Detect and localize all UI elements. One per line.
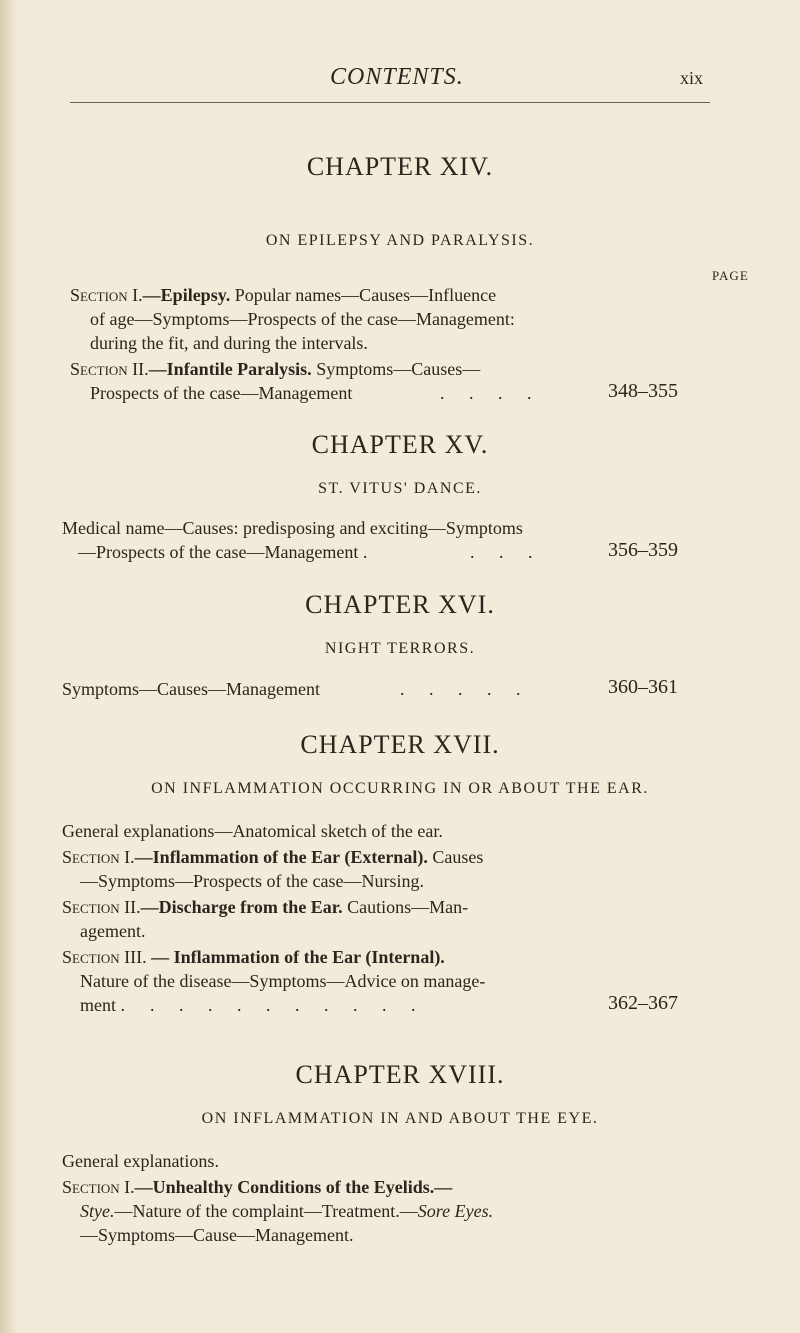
- ch16-line-1: Symptoms—Causes—Management: [62, 679, 320, 699]
- ch18-section-1-name: —Unhealthy Conditions of the Eyelids.—: [134, 1177, 453, 1197]
- ch18-section-1-line-2: [80, 1200, 493, 1222]
- chapter-xiv-subtitle: ON EPILEPSY AND PARALYSIS.: [265, 232, 535, 249]
- header-rule: [70, 102, 710, 103]
- ch17-section-2-text: Cautions—Man-: [342, 897, 469, 917]
- running-head: [0, 64, 800, 94]
- ch16-page-range: 360–361: [608, 676, 678, 698]
- ch18-general: General explanations.: [62, 1151, 219, 1171]
- ch17-general: General explanations—Anatomical sketch of the ear.: [62, 821, 443, 841]
- ch14-section-1-line-1: [70, 284, 496, 306]
- chapter-xvi-subtitle: NIGHT TERRORS.: [324, 640, 476, 657]
- ch14-leader-dots: . . . .: [440, 383, 542, 403]
- ch14-section-2-text: Symptoms—Causes—: [311, 359, 481, 379]
- ch17-section-3-line-3: ment .: [80, 995, 125, 1015]
- ch17-section-1-line-1: [62, 846, 483, 868]
- ch17-section-3-label: Section III.: [62, 947, 147, 967]
- ch14-section-2-line-2: [90, 382, 352, 404]
- ch17-leader-dots: . . . . . . . . . .: [150, 995, 426, 1015]
- chapter-xviii-subtitle: ON INFLAMMATION IN AND ABOUT THE EYE.: [201, 1110, 599, 1127]
- ch17-section-1-name: —Inflammation of the Ear (External).: [134, 847, 428, 867]
- ch14-section-2-text-2: Prospects of the case—Management: [90, 383, 353, 403]
- ch14-section-2-name: —Infantile Paralysis.: [148, 359, 312, 379]
- chapter-xv-subtitle: ST. VITUS' DANCE.: [318, 480, 482, 497]
- ch14-section-2-line-1: [70, 358, 480, 380]
- ch14-section-1-text: Popular names—Causes—Influence: [230, 285, 497, 305]
- page-folio: xix: [680, 68, 704, 88]
- chapter-xvi-title: CHAPTER XVI.: [305, 590, 495, 619]
- ch18-section-1-line-3: —Symptoms—Cause—Management.: [80, 1225, 354, 1245]
- ch17-section-3-line-2: Nature of the disease—Symptoms—Advice on manage-: [80, 971, 486, 991]
- chapter-xviii-title: CHAPTER XVIII.: [295, 1060, 505, 1089]
- ch17-section-2-line-2: agement.: [80, 921, 146, 941]
- ch17-section-2-label: Section II.: [62, 897, 141, 917]
- ch17-section-1-line-2: —Symptoms—Prospects of the case—Nursing.: [80, 871, 424, 891]
- ch18-stye: Stye.: [80, 1201, 115, 1221]
- chapter-xvii-title: CHAPTER XVII.: [300, 730, 500, 759]
- ch17-section-3-line-1: [62, 946, 445, 968]
- ch15-leader-dots: . . .: [470, 542, 543, 562]
- ch15-page-range: 356–359: [608, 539, 678, 561]
- page-gutter-shadow: [0, 0, 18, 1333]
- ch14-section-1-label: Section I.: [70, 285, 143, 305]
- ch14-section-1-name: —Epilepsy.: [142, 285, 231, 305]
- ch17-section-2-line-1: [62, 896, 468, 918]
- ch15-line-1: Medical name—Causes: predisposing and exciting—Symptoms: [62, 518, 523, 538]
- chapter-xv-title: CHAPTER XV.: [311, 430, 489, 459]
- ch18-section-1-label: Section I.: [62, 1177, 135, 1197]
- ch18-sore-eyes: Sore Eyes.: [417, 1201, 494, 1221]
- ch14-section-2-label: Section II.: [70, 359, 149, 379]
- chapter-xvii-subtitle: ON INFLAMMATION OCCURRING IN OR ABOUT THE EAR.: [151, 780, 649, 797]
- ch16-leader-dots: . . . . .: [400, 679, 531, 699]
- ch14-section-1-line-2: of age—Symptoms—Prospects of the case—Management:: [90, 309, 515, 329]
- page-column-label: PAGE: [712, 268, 749, 283]
- ch17-section-1-text: Causes: [427, 847, 484, 867]
- ch18-section-1-line-1: [62, 1176, 452, 1198]
- ch15-line-2: —Prospects of the case—Management .: [78, 542, 368, 562]
- ch17-section-2-name: —Discharge from the Ear.: [140, 897, 343, 917]
- running-title: CONTENTS.: [330, 64, 464, 90]
- ch17-page-range: 362–367: [608, 992, 678, 1014]
- ch17-section-3-name: — Inflammation of the Ear (Internal).: [146, 947, 445, 967]
- ch14-section-1-line-3: during the fit, and during the intervals.: [90, 333, 368, 353]
- ch18-section-1-text: —Nature of the complaint—Treatment.—: [114, 1201, 418, 1221]
- ch14-page-range: 348–355: [608, 380, 678, 402]
- chapter-xiv-title: CHAPTER XIV.: [306, 152, 494, 181]
- ch17-section-1-label: Section I.: [62, 847, 135, 867]
